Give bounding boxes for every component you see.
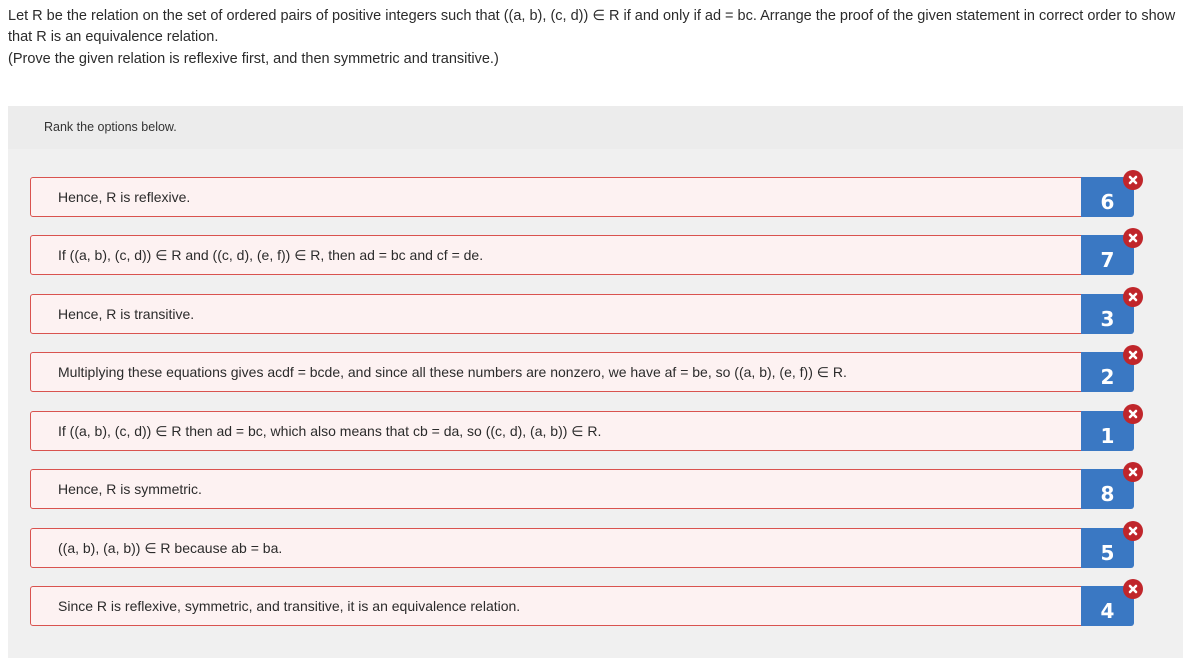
rank-number-box[interactable]: 1 — [1081, 411, 1134, 451]
incorrect-x-icon — [1123, 170, 1143, 190]
incorrect-x-icon — [1123, 579, 1143, 599]
rank-number-box[interactable]: 4 — [1081, 586, 1134, 626]
option-text: ((a, b), (a, b)) ∈ R because ab = ba. — [58, 539, 283, 556]
question-text — [8, 6, 1192, 70]
option-text: Since R is reflexive, symmetric, and transitive, it is an equivalence relation. — [58, 598, 521, 614]
rank-number-box[interactable]: 6 — [1081, 177, 1134, 217]
incorrect-x-icon — [1123, 404, 1143, 424]
rank-option[interactable] — [30, 528, 1112, 568]
option-text: Hence, R is reflexive. — [58, 189, 191, 205]
rank-option[interactable] — [30, 411, 1112, 451]
ranking-heading: Rank the options below. — [8, 106, 1183, 149]
ranking-panel — [8, 106, 1183, 658]
rank-number-box[interactable]: 2 — [1081, 352, 1134, 392]
option-text: If ((a, b), (c, d)) ∈ R and ((c, d), (e, f)) ∈ R, then ad = bc and cf = de. — [58, 246, 484, 263]
question-instruction: (Prove the given relation is reflexive first, and then symmetric and transitive.) — [8, 51, 499, 67]
rank-number-box[interactable]: 7 — [1081, 235, 1134, 275]
rank-option[interactable] — [30, 177, 1112, 217]
rank-option[interactable] — [30, 469, 1112, 509]
rank-number-box[interactable]: 5 — [1081, 528, 1134, 568]
rank-option[interactable] — [30, 235, 1112, 275]
option-text: Hence, R is symmetric. — [58, 481, 202, 497]
incorrect-x-icon — [1123, 521, 1143, 541]
incorrect-x-icon — [1123, 462, 1143, 482]
rank-option[interactable] — [30, 294, 1112, 334]
rank-number-box[interactable]: 8 — [1081, 469, 1134, 509]
incorrect-x-icon — [1123, 228, 1143, 248]
incorrect-x-icon — [1123, 345, 1143, 365]
option-text: Multiplying these equations gives acdf = bcde, and since all these numbers are nonzero, we have af = be, so ((a, b), (e, f)) ∈ R. — [58, 363, 847, 380]
incorrect-x-icon — [1123, 287, 1143, 307]
option-text: Hence, R is transitive. — [58, 306, 195, 322]
rank-number-box[interactable]: 3 — [1081, 294, 1134, 334]
question-statement: Let R be the relation on the set of ordered pairs of positive integers such that ((a, b), (c, d)) ∈ R if and only if ad = bc. Arrange the proof of the given statement in correct order to show that R is an equivalence relation. — [8, 8, 1176, 45]
rank-option[interactable] — [30, 352, 1112, 392]
ranking-list — [8, 149, 1183, 658]
option-text: If ((a, b), (c, d)) ∈ R then ad = bc, which also means that cb = da, so ((c, d), (a, b)) ∈ R. — [58, 422, 602, 439]
rank-option[interactable] — [30, 586, 1112, 626]
